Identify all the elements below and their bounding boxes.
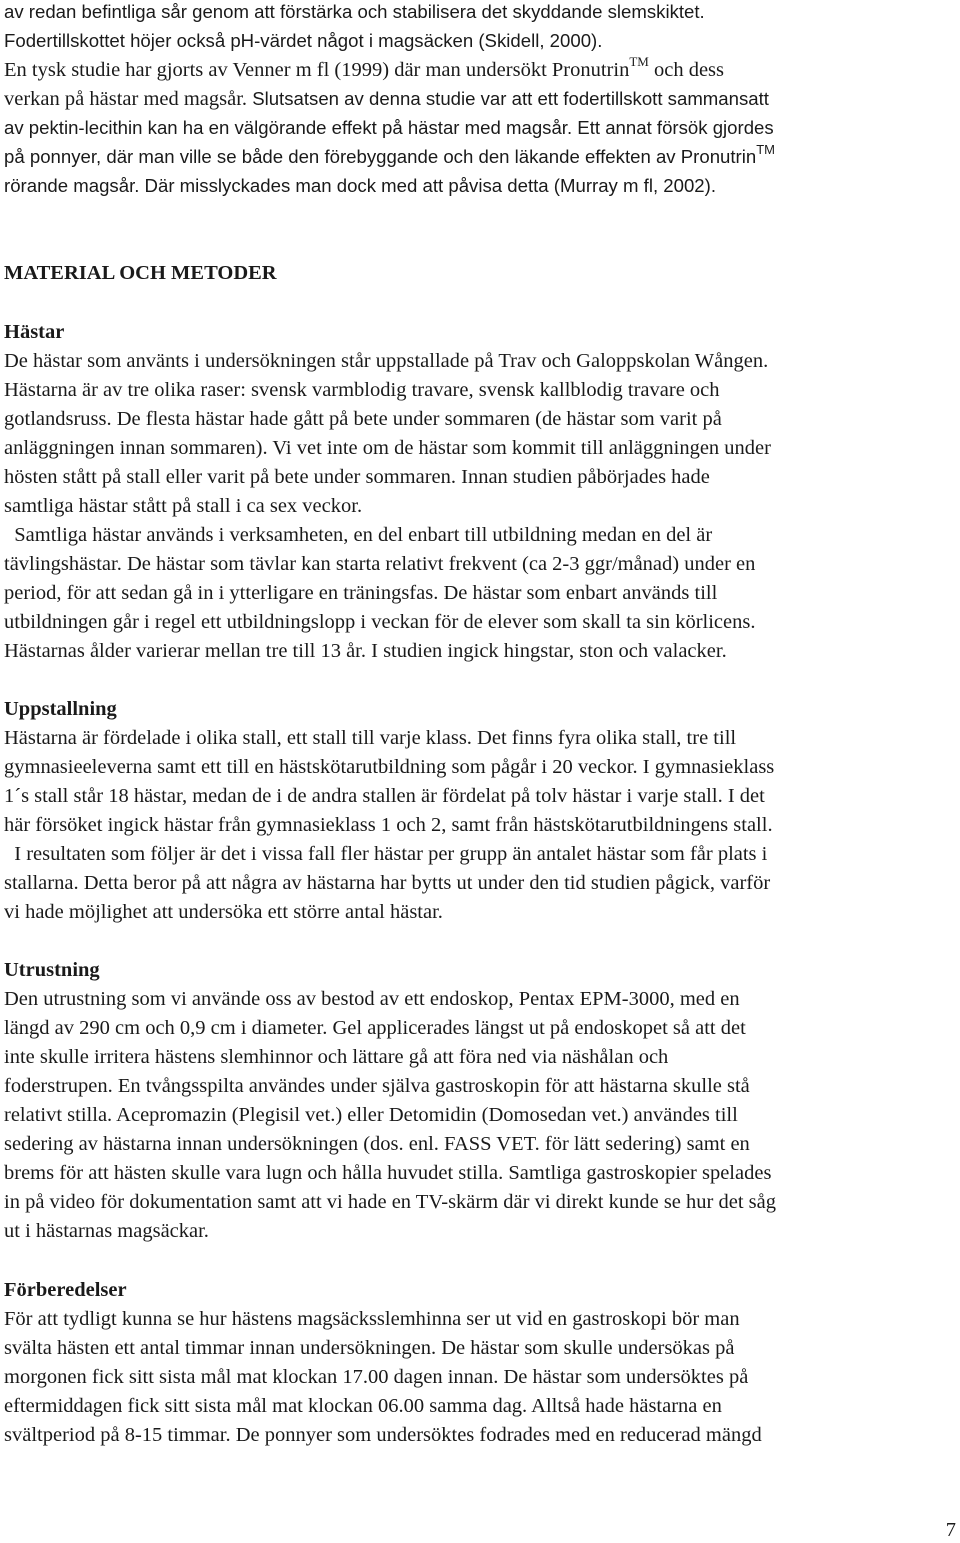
forberedelser-line: svältperiod på 8-15 timmar. De ponnyer som undersöktes fodrades med en reducerad mängd xyxy=(4,1424,762,1446)
hastar-line: De hästar som använts i undersökningen står uppstallade på Trav och Galoppskolan Wången. xyxy=(4,350,769,372)
heading-uppstallning: Uppstallning xyxy=(4,698,117,720)
hastar-line: anläggningen innan sommaren). Vi vet inte om de hästar som kommit till anläggningen under xyxy=(4,437,771,459)
intro-line-3a: En tysk studie har gjorts av Venner m fl (1999) där man undersökt Pronutrin xyxy=(4,59,630,81)
trademark-sup-2: TM xyxy=(756,141,775,157)
intro-line-6a: på ponnyer, där man ville se både den förebyggande och den läkande effekten av Pronutrin xyxy=(4,146,757,167)
section-title: MATERIAL OCH METODER xyxy=(4,262,277,284)
intro-line-4b: Slutsatsen av denna studie var att ett fodertillskott sammansatt xyxy=(252,88,769,109)
intro-line-1: av redan befintliga sår genom att förstärka och stabilisera det skyddande slemskiktet. xyxy=(4,1,705,22)
uppstallning-line: gymnasieeleverna samt ett till en hästskötarutbildning som pågår i 20 veckor. I gymnasieklass xyxy=(4,756,775,778)
intro-line-7: rörande magsår. Där misslyckades man dock med att påvisa detta (Murray m fl, 2002). xyxy=(4,175,717,196)
forberedelser-line: svälta hästen ett antal timmar innan undersökningen. De hästar som skulle undersökas på xyxy=(4,1337,735,1359)
uppstallning-line: 1´s stall står 18 hästar, medan de i de andra stallen är fördelat på tolv hästar i varje stall. I det xyxy=(4,785,765,807)
heading-hastar: Hästar xyxy=(4,321,65,343)
utrustning-line: foderstrupen. En tvångsspilta användes under själva gastroskopin för att hästarna skulle stå xyxy=(4,1075,750,1097)
heading-forberedelser: Förberedelser xyxy=(4,1279,127,1301)
intro-line-5: av pektin-lecithin kan ha en välgörande effekt på hästar med magsår. Ett annat försök gjordes xyxy=(4,117,774,138)
forberedelser-line: För att tydligt kunna se hur hästens magsäcksslemhinna ser ut vid en gastroskopi bör man xyxy=(4,1308,740,1330)
utrustning-line: sedering av hästarna innan undersökningen (dos. enl. FASS VET. för lätt sedering) samt en xyxy=(4,1133,750,1155)
heading-utrustning: Utrustning xyxy=(4,959,100,981)
hastar-line: tävlingshästar. De hästar som tävlar kan starta relativt frekvent (ca 2-3 ggr/månad) under en xyxy=(4,553,756,575)
hastar-line: gotlandsruss. De flesta hästar hade gått på bete under sommaren (de hästar som varit på xyxy=(4,408,722,430)
intro-line-6 xyxy=(4,141,775,169)
utrustning-line: in på video för dokumentation samt att vi hade en TV-skärm där vi direkt kunde se hur det såg xyxy=(4,1191,776,1213)
intro-line-3 xyxy=(4,54,724,82)
uppstallning-line: vi hade möjlighet att undersöka ett större antal hästar. xyxy=(4,901,443,923)
intro-line-4a: verkan på hästar med magsår. xyxy=(4,88,253,110)
intro-line-3b: och dess xyxy=(648,59,724,81)
utrustning-line: inte skulle irritera hästens slemhinnor och lättare gå att föra ned via näshålan och xyxy=(4,1046,669,1068)
utrustning-line: ut i hästarnas magsäckar. xyxy=(4,1220,209,1242)
utrustning-line: relativt stilla. Acepromazin (Plegisil vet.) eller Detomidin (Domosedan vet.) användes till xyxy=(4,1104,738,1126)
utrustning-line: Den utrustning som vi använde oss av bestod av ett endoskop, Pentax EPM-3000, med en xyxy=(4,988,740,1010)
uppstallning-line: här försöket ingick hästar från gymnasieklass 1 och 2, samt från hästskötarutbildningens stall. xyxy=(4,814,773,836)
uppstallning-line: stallarna. Detta beror på att några av hästarna har bytts ut under den tid studien pågick, varför xyxy=(4,872,771,894)
hastar-line: Hästarna är av tre olika raser: svensk varmblodig travare, svensk kallblodig travare och xyxy=(4,379,720,401)
hastar-line: samtliga hästar stått på stall i ca sex veckor. xyxy=(4,495,363,517)
forberedelser-line: morgonen fick sitt sista mål mat klockan 17.00 dagen innan. De hästar som undersöktes på xyxy=(4,1366,749,1388)
uppstallning-line: Hästarna är fördelade i olika stall, ett stall till varje klass. Det finns fyra olika stall, tre till xyxy=(4,727,737,749)
intro-line-4 xyxy=(4,87,769,111)
uppstallning-line: I resultaten som följer är det i vissa fall fler hästar per grupp än antalet hästar som får plats i xyxy=(4,843,768,865)
hastar-line: utbildningen går i regel ett utbildningslopp i veckan för de elever som skall ta sin körlicens. xyxy=(4,611,756,633)
trademark-sup: TM xyxy=(629,54,649,70)
hastar-line: hösten stått på stall eller varit på bete under sommaren. Innan studien påbörjades hade xyxy=(4,466,710,488)
hastar-line: Hästarnas ålder varierar mellan tre till 13 år. I studien ingick hingstar, ston och valacker. xyxy=(4,640,727,662)
intro-line-2: Fodertillskottet höjer också pH-värdet något i magsäcken (Skidell, 2000). xyxy=(4,30,603,51)
page-number: 7 xyxy=(945,1519,956,1541)
hastar-line: period, för att sedan gå in i ytterligare en träningsfas. De hästar som enbart används till xyxy=(4,582,718,604)
hastar-line: Samtliga hästar används i verksamheten, en del enbart till utbildning medan en del är xyxy=(4,524,713,546)
utrustning-line: längd av 290 cm och 0,9 cm i diameter. Gel applicerades längst ut på endoskopet så att det xyxy=(4,1017,746,1039)
utrustning-line: brems för att hästen skulle vara lugn och hålla huvudet stilla. Samtliga gastroskopier spelades xyxy=(4,1162,772,1184)
forberedelser-line: eftermiddagen fick sitt sista mål mat klockan 06.00 samma dag. Alltså hade hästarna en xyxy=(4,1395,722,1417)
